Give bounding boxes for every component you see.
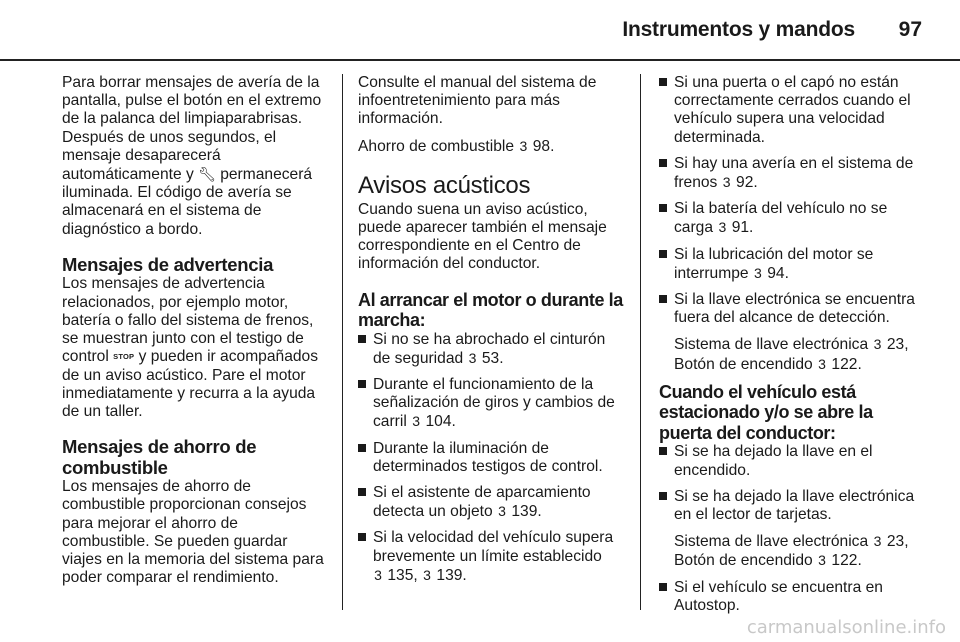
list-item: Si la llave electrónica se encuentra fuera del alcance de detección.: [659, 291, 927, 327]
paragraph-fuel-ref: Ahorro de combustible 3 98.: [358, 137, 555, 155]
watermark: carmanualsonline.info: [746, 617, 946, 638]
bullet-icon: [659, 492, 667, 500]
paragraph-acoustic: Cuando suena un aviso acústico, puede aparecer también el mensaje correspondiente en el Centro de información del conductor.: [358, 200, 607, 273]
bullet-icon: [358, 488, 366, 496]
page-ref-link[interactable]: 91.: [731, 219, 754, 237]
list-warnings-driving: [659, 74, 927, 327]
sub-paragraph-electronic-key-2: Sistema de llave electrónica 3 23, Botón de encendido 3 122.: [674, 533, 909, 570]
bullet-icon: [358, 444, 366, 452]
heading-warning-messages: Mensajes de advertencia: [62, 253, 274, 275]
page-ref-link[interactable]: 139.: [511, 503, 542, 521]
list-item: Durante la iluminación de determinados testigos de control.: [358, 440, 625, 476]
page-title: Instrumentos y mandos: [622, 18, 855, 41]
bullet-icon: [659, 78, 667, 86]
bullet-icon: [659, 447, 667, 455]
list-warnings-parked: [659, 443, 927, 524]
heading-start-engine: Al arrancar el motor o durante la marcha:: [358, 289, 623, 331]
heading-vehicle-parked: Cuando el vehículo está estacionado y/o se abre la puerta del conductor:: [659, 381, 873, 443]
page-ref-link[interactable]: 122.: [831, 355, 862, 373]
list-warnings-autostop: [659, 579, 927, 615]
bullet-icon: [659, 204, 667, 212]
page-ref-icon: 3: [412, 413, 421, 430]
list-item: Si se ha dejado la llave electrónica en el lector de tarjetas.: [659, 488, 927, 524]
list-item: Si no se ha abrochado el cinturón de seguridad 3 53.: [358, 331, 625, 368]
list-item: Si se ha dejado la llave en el encendido.: [659, 443, 927, 479]
header-rule: [0, 59, 960, 61]
bullet-icon: [358, 380, 366, 388]
page-ref-icon: 3: [818, 552, 826, 569]
paragraph-fuel-economy: Los mensajes de ahorro de combustible proporcionan consejos para mejorar el ahorro de combustible. Se pueden guardar viajes en la memoria del sistema para poder comparar el rendimiento.: [62, 478, 324, 587]
heading-acoustic-warnings: Avisos acústicos: [358, 171, 531, 199]
sub-paragraph-electronic-key: Sistema de llave electrónica 3 23, Botón de encendido 3 122.: [674, 336, 909, 373]
list-item: Durante el funcionamiento de la señalización de giros y cambios de carril 3 104.: [358, 376, 625, 432]
page-ref-link[interactable]: 139.: [436, 566, 467, 584]
bullet-icon: [659, 250, 667, 258]
page-ref-icon: 3: [423, 566, 431, 583]
bullet-icon: [358, 533, 366, 541]
bullet-icon: [358, 335, 366, 343]
heading-fuel-economy-messages: Mensajes de ahorro de combustible: [62, 436, 257, 478]
page-ref-icon: 3: [722, 174, 731, 191]
page-ref-icon: 3: [498, 503, 506, 520]
page-ref-icon: 3: [468, 349, 477, 366]
page-ref-icon: 3: [873, 533, 882, 550]
page-ref-icon: 3: [753, 264, 762, 281]
page-ref-icon: 3: [873, 336, 882, 353]
page-number: 97: [898, 18, 922, 41]
bullet-icon: [659, 295, 667, 303]
column-3: [659, 74, 927, 623]
page-ref-link[interactable]: 92.: [736, 174, 758, 192]
page-ref-link[interactable]: 98.: [532, 137, 555, 155]
list-item: Si el vehículo se encuentra en Autostop.: [659, 579, 927, 615]
column-1: [62, 74, 327, 595]
page-header: [0, 0, 960, 62]
bullet-icon: [659, 159, 667, 167]
list-item: Si la lubricación del motor se interrumpe 3 94.: [659, 246, 927, 283]
stop-icon: STOP: [113, 352, 135, 362]
page-ref-link[interactable]: 122.: [831, 552, 862, 570]
column-divider-2: [640, 74, 641, 610]
page-ref-icon: 3: [718, 219, 727, 236]
page-ref-icon: 3: [818, 355, 826, 372]
list-item: Si la batería del vehículo no se carga 3 91.: [659, 200, 927, 237]
column-2: [358, 74, 625, 593]
list-item: Si una puerta o el capó no están correctamente cerrados cuando el vehículo supera una velocidad determinada.: [659, 74, 927, 147]
column-divider-1: [342, 74, 343, 610]
page-ref-link[interactable]: 94.: [767, 264, 789, 282]
bullet-icon: [659, 583, 667, 591]
page-ref-icon: 3: [519, 137, 528, 154]
paragraph-warning-messages: Los mensajes de advertencia relacionados, por ejemplo motor, batería o fallo del sistema de frenos, se muestran junto con el testigo de control STOP y pueden ir acompañados de un aviso acústico. Pare el motor inmediatamente y recurra a la ayuda de un taller.: [62, 275, 319, 420]
paragraph-clear-messages: Para borrar mensajes de avería de la pantalla, pulse el botón en el extremo de la palanca del limpiaparabrisas. Después de unos segundos, el mensaje desaparecerá automáticamente y 🔧︎ permanecerá iluminada. El código de avería se almacenará en el sistema de diagnóstico a bordo.: [62, 74, 322, 238]
page-ref-icon: 3: [374, 566, 382, 583]
page-ref-link[interactable]: 104.: [425, 413, 456, 431]
list-item: Si la velocidad del vehículo supera brevemente un límite establecido 3 135, 3 139.: [358, 529, 625, 585]
page-ref-link[interactable]: 23,: [886, 336, 909, 354]
paragraph-infotainment: Consulte el manual del sistema de infoentretenimiento para más información.: [358, 74, 597, 128]
list-item: Si el asistente de aparcamiento detecta un objeto 3 139.: [358, 484, 625, 521]
wrench-icon: 🔧︎: [198, 166, 216, 183]
page-ref-link[interactable]: 135,: [387, 566, 418, 584]
page-ref-link[interactable]: 53.: [481, 349, 504, 367]
list-start-engine: [358, 331, 625, 585]
page-ref-link[interactable]: 23,: [886, 533, 909, 551]
list-item: Si hay una avería en el sistema de frenos 3 92.: [659, 155, 927, 192]
